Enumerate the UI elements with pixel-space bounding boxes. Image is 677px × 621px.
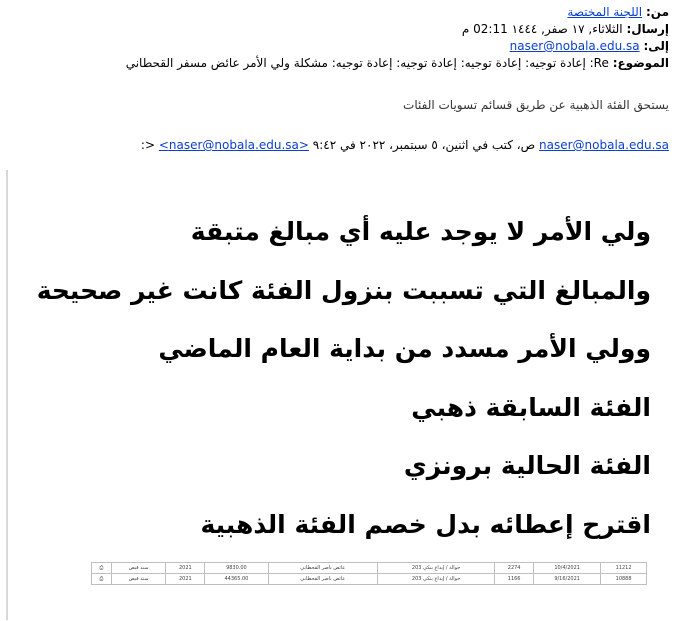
subject-row: [8, 55, 669, 72]
quote-email-bracketed-link[interactable]: <naser@nobala.edu.sa>: [158, 138, 309, 152]
quote-attribution: [141, 138, 669, 152]
sent-label: إرسال:: [626, 22, 669, 36]
message-line: وولي الأمر مسدد من بداية العام الماضي: [158, 334, 651, 363]
table-cell: حوالة / إيداع بنكي 203: [378, 563, 495, 574]
sent-value: الثلاثاء, ١٧ صفر, ١٤٤٤ 02:11 م: [461, 22, 623, 36]
from-label: من:: [645, 5, 669, 19]
quote-suffix: <:: [140, 138, 156, 152]
table-cell: 2274: [495, 563, 534, 574]
table-row: [92, 563, 647, 574]
quote-email-link[interactable]: naser@nobala.edu.sa: [539, 138, 669, 152]
table-cell: سند قبض: [111, 563, 166, 574]
email-header: [8, 4, 669, 72]
message-line: الفئة السابقة ذهبي: [411, 392, 651, 422]
table-row: [92, 574, 647, 585]
message-line: ولي الأمر لا يوجد عليه أي مبالغ متبقة: [190, 217, 651, 246]
message-line: الفئة الحالية برونزي: [403, 451, 651, 480]
sent-row: [8, 21, 669, 38]
message-body: [36, 203, 651, 554]
table-cell: حوالة / إيداع بنكي 203: [378, 574, 495, 585]
receipts-table: [91, 562, 647, 585]
print-icon[interactable]: ⎙: [92, 563, 112, 574]
quote-date-text: ص، كتب في اثنين، ٥ سبتمبر، ٢٠٢٢ في ٩:٤٢: [312, 138, 536, 152]
subject-label: الموضوع:: [612, 56, 669, 70]
table-cell: 9/16/2021: [534, 574, 601, 585]
table-cell: 11212: [601, 563, 647, 574]
intro-text: يستحق الفئة الذهبية عن طريق قسائم تسويات الفئات: [403, 98, 669, 112]
table-cell: 9830.00: [205, 563, 268, 574]
print-icon[interactable]: ⎙: [92, 574, 112, 585]
to-row: [8, 38, 669, 55]
message-line: اقترح إعطائه بدل خصم الفئة الذهبية: [200, 509, 651, 539]
table-cell: 1166: [495, 574, 534, 585]
message-line: والمبالغ التي تسببت بنزول الفئة كانت غير صحيحة: [36, 275, 651, 305]
table-cell: 2021: [166, 574, 205, 585]
to-label: إلى:: [643, 39, 669, 53]
subject-value: Re: إعادة توجيه: إعادة توجيه: إعادة توجيه: إعادة توجيه: مشكلة ولي الأمر عائض مسفر القحطاني: [125, 56, 609, 70]
table-cell: 10/4/2021: [534, 563, 601, 574]
from-link[interactable]: اللجنة المختصة: [567, 5, 643, 19]
table-cell: عائض ناصر القحطاني: [268, 563, 378, 574]
from-row: [8, 4, 669, 21]
to-email-link[interactable]: naser@nobala.edu.sa: [509, 39, 640, 53]
table-cell: 2021: [166, 563, 205, 574]
table-cell: 10888: [601, 574, 647, 585]
table-cell: عائض ناصر القحطاني: [268, 574, 378, 585]
table-cell: 44365.00: [205, 574, 268, 585]
table-cell: سند قبض: [111, 574, 166, 585]
quote-divider: [6, 170, 8, 620]
